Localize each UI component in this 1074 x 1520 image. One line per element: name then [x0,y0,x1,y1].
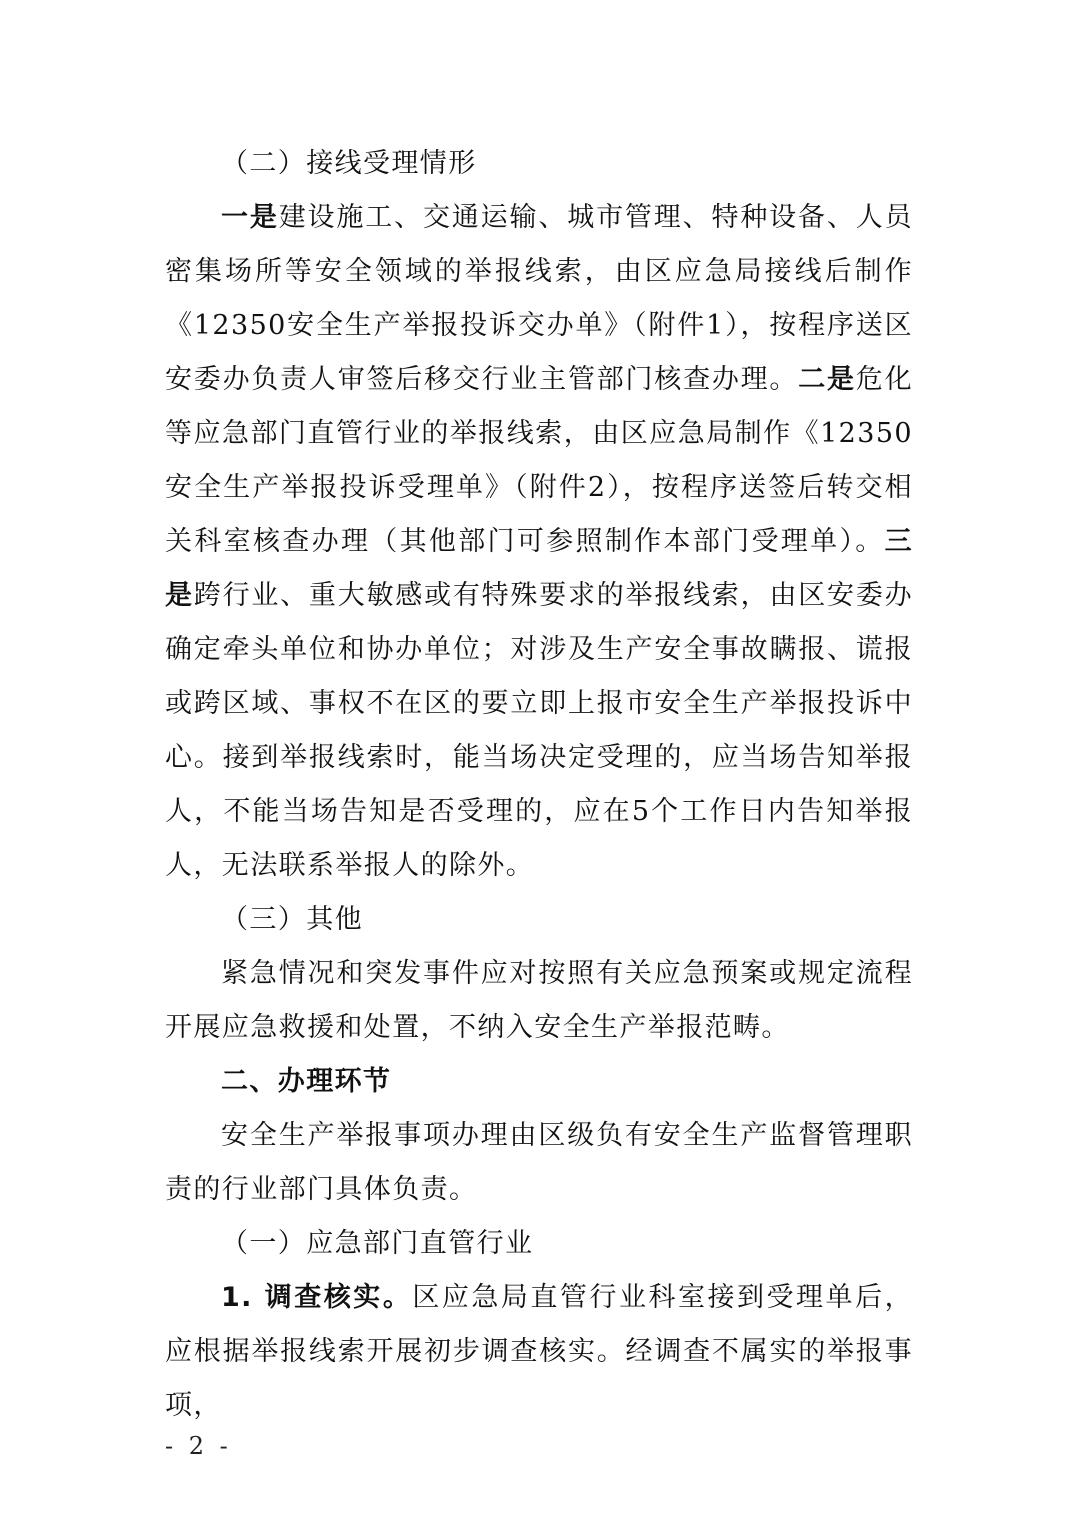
paragraph-handling-intro: 安全生产举报事项办理由区级负有安全生产监督管理职责的行业部门具体负责。 [165,1120,913,1205]
section-heading-2: （二）接线受理情形 [221,148,477,179]
lead-second: 二是 [798,364,856,395]
lead-investigation: 1. 调查核实。 [221,1282,413,1313]
paragraph-intake-cases [165,191,913,893]
chapter-heading-handling: 二、办理环节 [221,1066,392,1097]
paragraph-text-second: 危化等应急部门直管行业的举报线索，由区应急局制作《12350安全生产举报投诉受理单》（附件2），按程序送签后转交相关科室核查办理（其他部门可参照制作本部门受理单）。 [165,364,913,557]
page-number: - 2 - [165,1432,232,1460]
lead-first: 一是 [221,202,279,233]
paragraph-emergency: 紧急情况和突发事件应对按照有关应急预案或规定流程开展应急救援和处置，不纳入安全生产举报范畴。 [165,958,913,1043]
section-heading-3: （三）其他 [221,904,363,935]
lead-third: 三是 [165,526,913,611]
document-body [165,137,913,1433]
paragraph-text-first: 建设施工、交通运输、城市管理、特种设备、人员密集场所等安全领域的举报线索，由区应急局接线后制作《12350安全生产举报投诉交办单》（附件1），按程序送区安委办负责人审签后移交行业主管部门核查办理。 [165,202,913,395]
subsection-heading-1: （一）应急部门直管行业 [221,1228,534,1259]
paragraph-text-investigation: 区应急局直管行业科室接到受理单后，应根据举报线索开展初步调查核实。经调查不属实的举报事项， [165,1282,913,1421]
paragraph-text-third: 跨行业、重大敏感或有特殊要求的举报线索，由区安委办确定牵头单位和协办单位；对涉及生产安全事故瞒报、谎报或跨区域、事权不在区的要立即上报市安全生产举报投诉中心。接到举报线索时，能当场决定受理的，应当场告知举报人，不能当场告知是否受理的，应在5个工作日内告知举报人，无法联系举报人的除外。 [165,580,914,881]
paragraph-investigation [165,1271,913,1433]
